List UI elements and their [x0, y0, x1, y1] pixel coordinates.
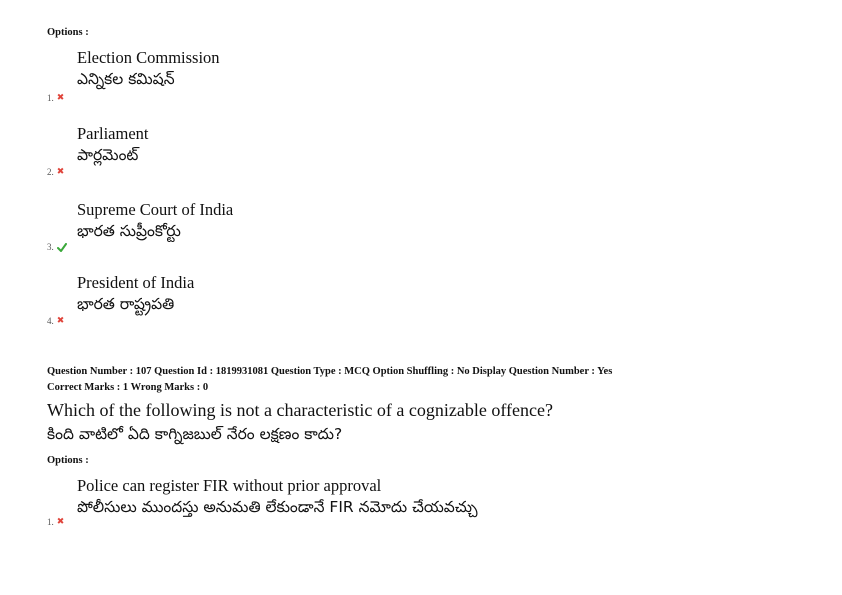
option-number-text: 2. — [47, 167, 54, 177]
wrong-mark-icon: ✖ — [56, 93, 65, 103]
question-text-english: Which of the following is not a characteristic of a cognizable offence? — [47, 400, 553, 420]
option-1-english: Police can register FIR without prior approval — [77, 476, 382, 495]
option-1-telugu: ఎన్నికల కమిషన్ — [77, 70, 175, 88]
option-4-telugu: భారత రాష్ట్రపతి — [77, 295, 175, 313]
option-number-text: 1. — [47, 93, 54, 103]
wrong-mark-icon: ✖ — [56, 517, 65, 527]
wrong-mark-icon: ✖ — [56, 167, 65, 177]
option-3-number — [47, 242, 67, 252]
question-text-telugu: కింది వాటిలో ఏది కాగ్నిజబుల్ నేరం లక్షణం కాదు? — [47, 425, 343, 443]
correct-check-icon — [57, 243, 67, 252]
option-number-text: 3. — [47, 242, 54, 252]
option-4-english: President of India — [77, 273, 195, 292]
option-number-text: 1. — [47, 517, 54, 527]
wrong-mark-icon: ✖ — [56, 316, 65, 326]
option-1-number — [47, 517, 64, 527]
option-4-number — [47, 316, 64, 326]
option-2-english: Parliament — [77, 124, 149, 143]
marks-meta: Correct Marks : 1 Wrong Marks : 0 — [47, 382, 209, 393]
option-3-telugu: భారత సుప్రీంకోర్టు — [77, 222, 181, 240]
option-number-text: 4. — [47, 316, 54, 326]
options-label: Options : — [47, 455, 89, 466]
option-1-telugu: పోలీసులు ముందస్తు అనుమతి లేకుండానే FIR నమోదు చేయవచ్చు — [77, 498, 478, 516]
options-label: Options : — [47, 27, 89, 38]
option-2-number — [47, 167, 64, 177]
question-meta: Question Number : 107 Question Id : 1819931081 Question Type : MCQ Option Shuffling : No Display Question Number : Yes — [47, 366, 613, 377]
option-2-telugu: పార్లమెంట్ — [77, 146, 139, 164]
option-1-number — [47, 93, 64, 103]
option-1-english: Election Commission — [77, 48, 220, 67]
option-3-english: Supreme Court of India — [77, 200, 234, 219]
